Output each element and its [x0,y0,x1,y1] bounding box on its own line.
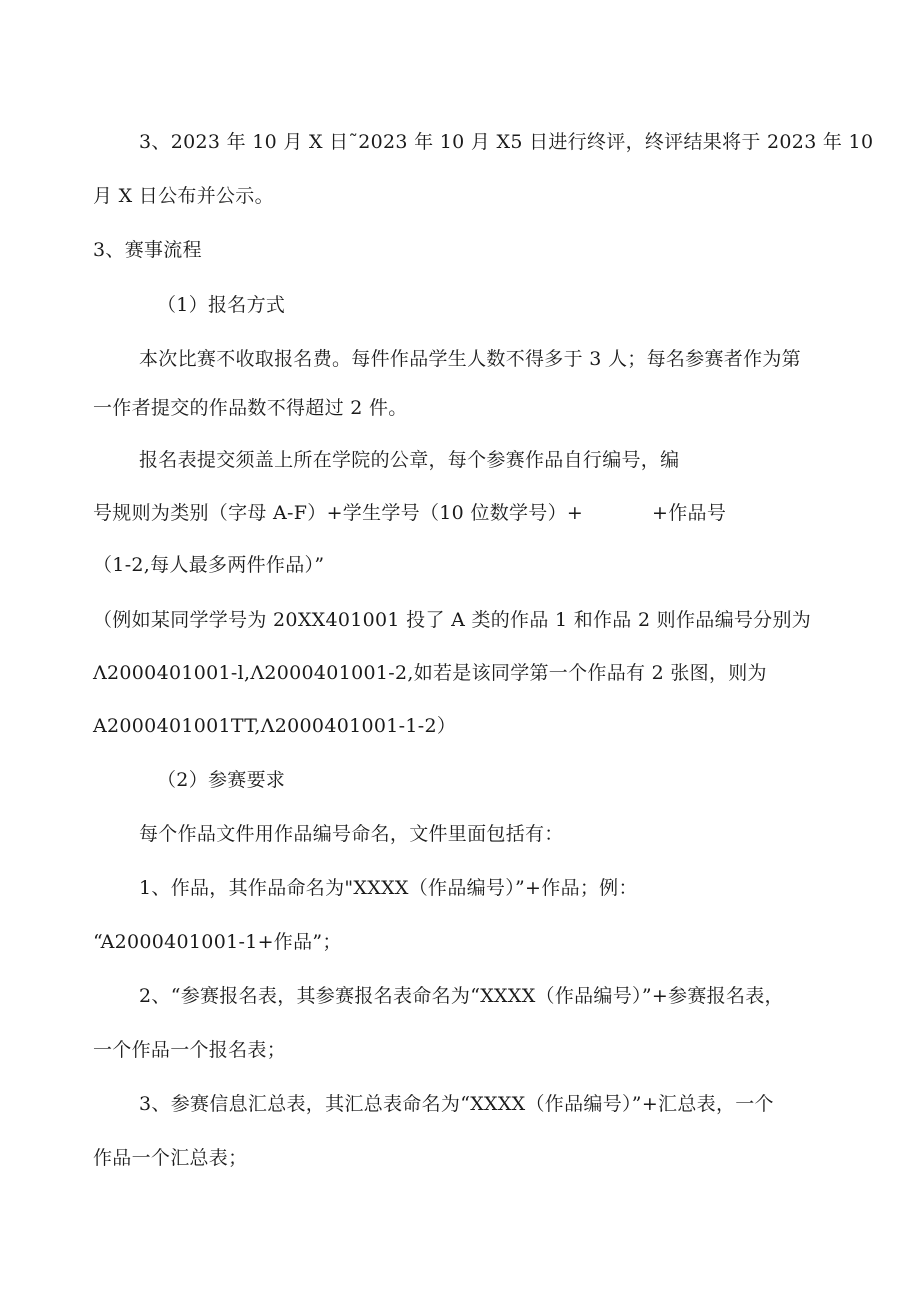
text-line-2: 月 X 日公布并公示。 [93,185,274,207]
text-line-5: 本次比赛不收取报名费。每件作品学生人数不得多于 3 人；每名参赛者作为第 [139,348,801,370]
text-line-14: 每个作品文件用作品编号命名，文件里面包括有： [139,823,564,845]
text-line-18: 一个作品一个报名表； [93,1039,287,1061]
text-line-9: （1-2,每人最多两件作品）” [93,554,325,576]
text-line-12: A2000401001TT,Λ2000401001-1-2） [93,715,457,737]
subsection-heading-2: （2）参赛要求 [157,769,286,791]
text-line-11: Λ2000401001-l,Λ2000401001-2,如若是该同学第一个作品有 2 张图，则为 [93,662,767,684]
subsection-heading-1: （1）报名方式 [157,294,286,316]
text-line-16: “A2000401001-1+作品”； [93,931,342,953]
text-line-15: 1、作品，其作品命名为"XXXX（作品编号）”+作品；例： [139,877,638,899]
text-line-7: 报名表提交须盖上所在学院的公章，每个参赛作品自行编号，编 [139,449,680,471]
text-line-17: 2、“参赛报名表，其参赛报名表命名为“XXXX（作品编号）”+参赛报名表， [139,985,784,1007]
text-line-19: 3、参赛信息汇总表，其汇总表命名为“XXXX（作品编号）”+汇总表，一个 [139,1093,774,1115]
text-line-20: 作品一个汇总表； [93,1147,248,1169]
text-line-1: 3、2023 年 10 月 X 日˜2023 年 10 月 X5 日进行终评，终评结果将于 2023 年 10 [139,131,874,153]
section-heading: 3、赛事流程 [93,239,202,261]
text-line-10: （例如某同学学号为 20XX401001 投了 A 类的作品 1 和作品 2 则作品编号分别为 [93,609,812,631]
text-line-8-tail: +作品号 [652,502,727,524]
text-line-8: 号规则为类别（字母 A-F）+学生学号（10 位数学号）+ [93,502,584,524]
text-line-6: 一作者提交的作品数不得超过 2 件。 [93,397,408,419]
